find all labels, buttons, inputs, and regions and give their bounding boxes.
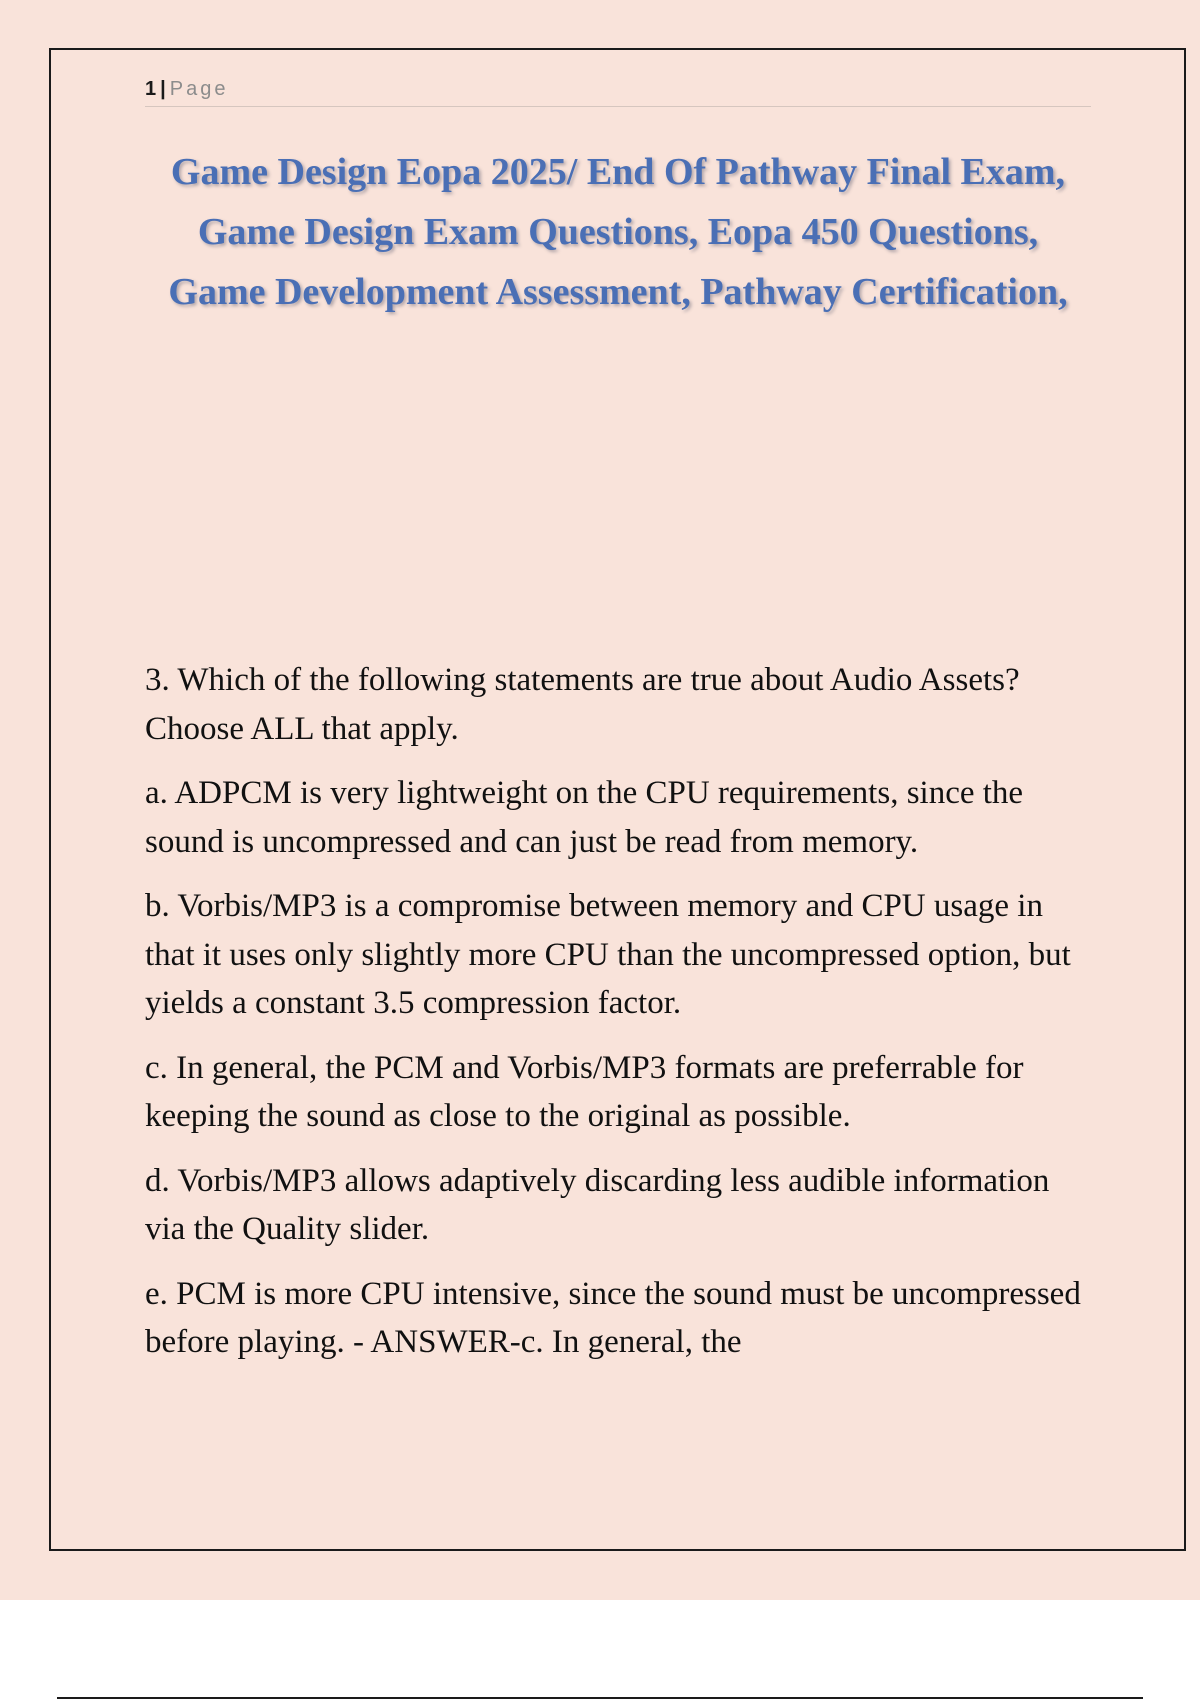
- question-block: [145, 656, 1091, 1383]
- page-header: [145, 72, 1091, 107]
- option-c: c. In general, the PCM and Vorbis/MP3 formats are preferrable for keeping the sound as close to the original as possible.: [145, 1049, 1024, 1134]
- question-stem: 3. Which of the following statements are true about Audio Assets?Choose ALL that apply.: [145, 662, 1020, 747]
- page-separator: |: [160, 78, 166, 100]
- option-d: d. Vorbis/MP3 allows adaptively discarding less audible information via the Quality slider.: [145, 1162, 1050, 1247]
- option-b: b. Vorbis/MP3 is a compromise between memory and CPU usage in that it uses only slightly more CPU than the uncompressed option, but yields a constant 3.5 compression factor.: [145, 888, 1071, 1021]
- footer-rule: [57, 1697, 1143, 1699]
- page-number: 1: [145, 78, 157, 100]
- page-label: Page: [169, 78, 229, 100]
- document-title: Game Design Eopa 2025/ End Of Pathway Final Exam, Game Design Exam Questions, Eopa 450 Questions, Game Development Assessment, Pathway Certification,: [168, 151, 1068, 313]
- option-a: a. ADPCM is very lightweight on the CPU requirements, since the sound is uncompressed and can just be read from memory.: [145, 775, 1024, 860]
- option-e-with-answer: e. PCM is more CPU intensive, since the sound must be uncompressed before playing. - ANSWER-c. In general, the: [145, 1275, 1081, 1360]
